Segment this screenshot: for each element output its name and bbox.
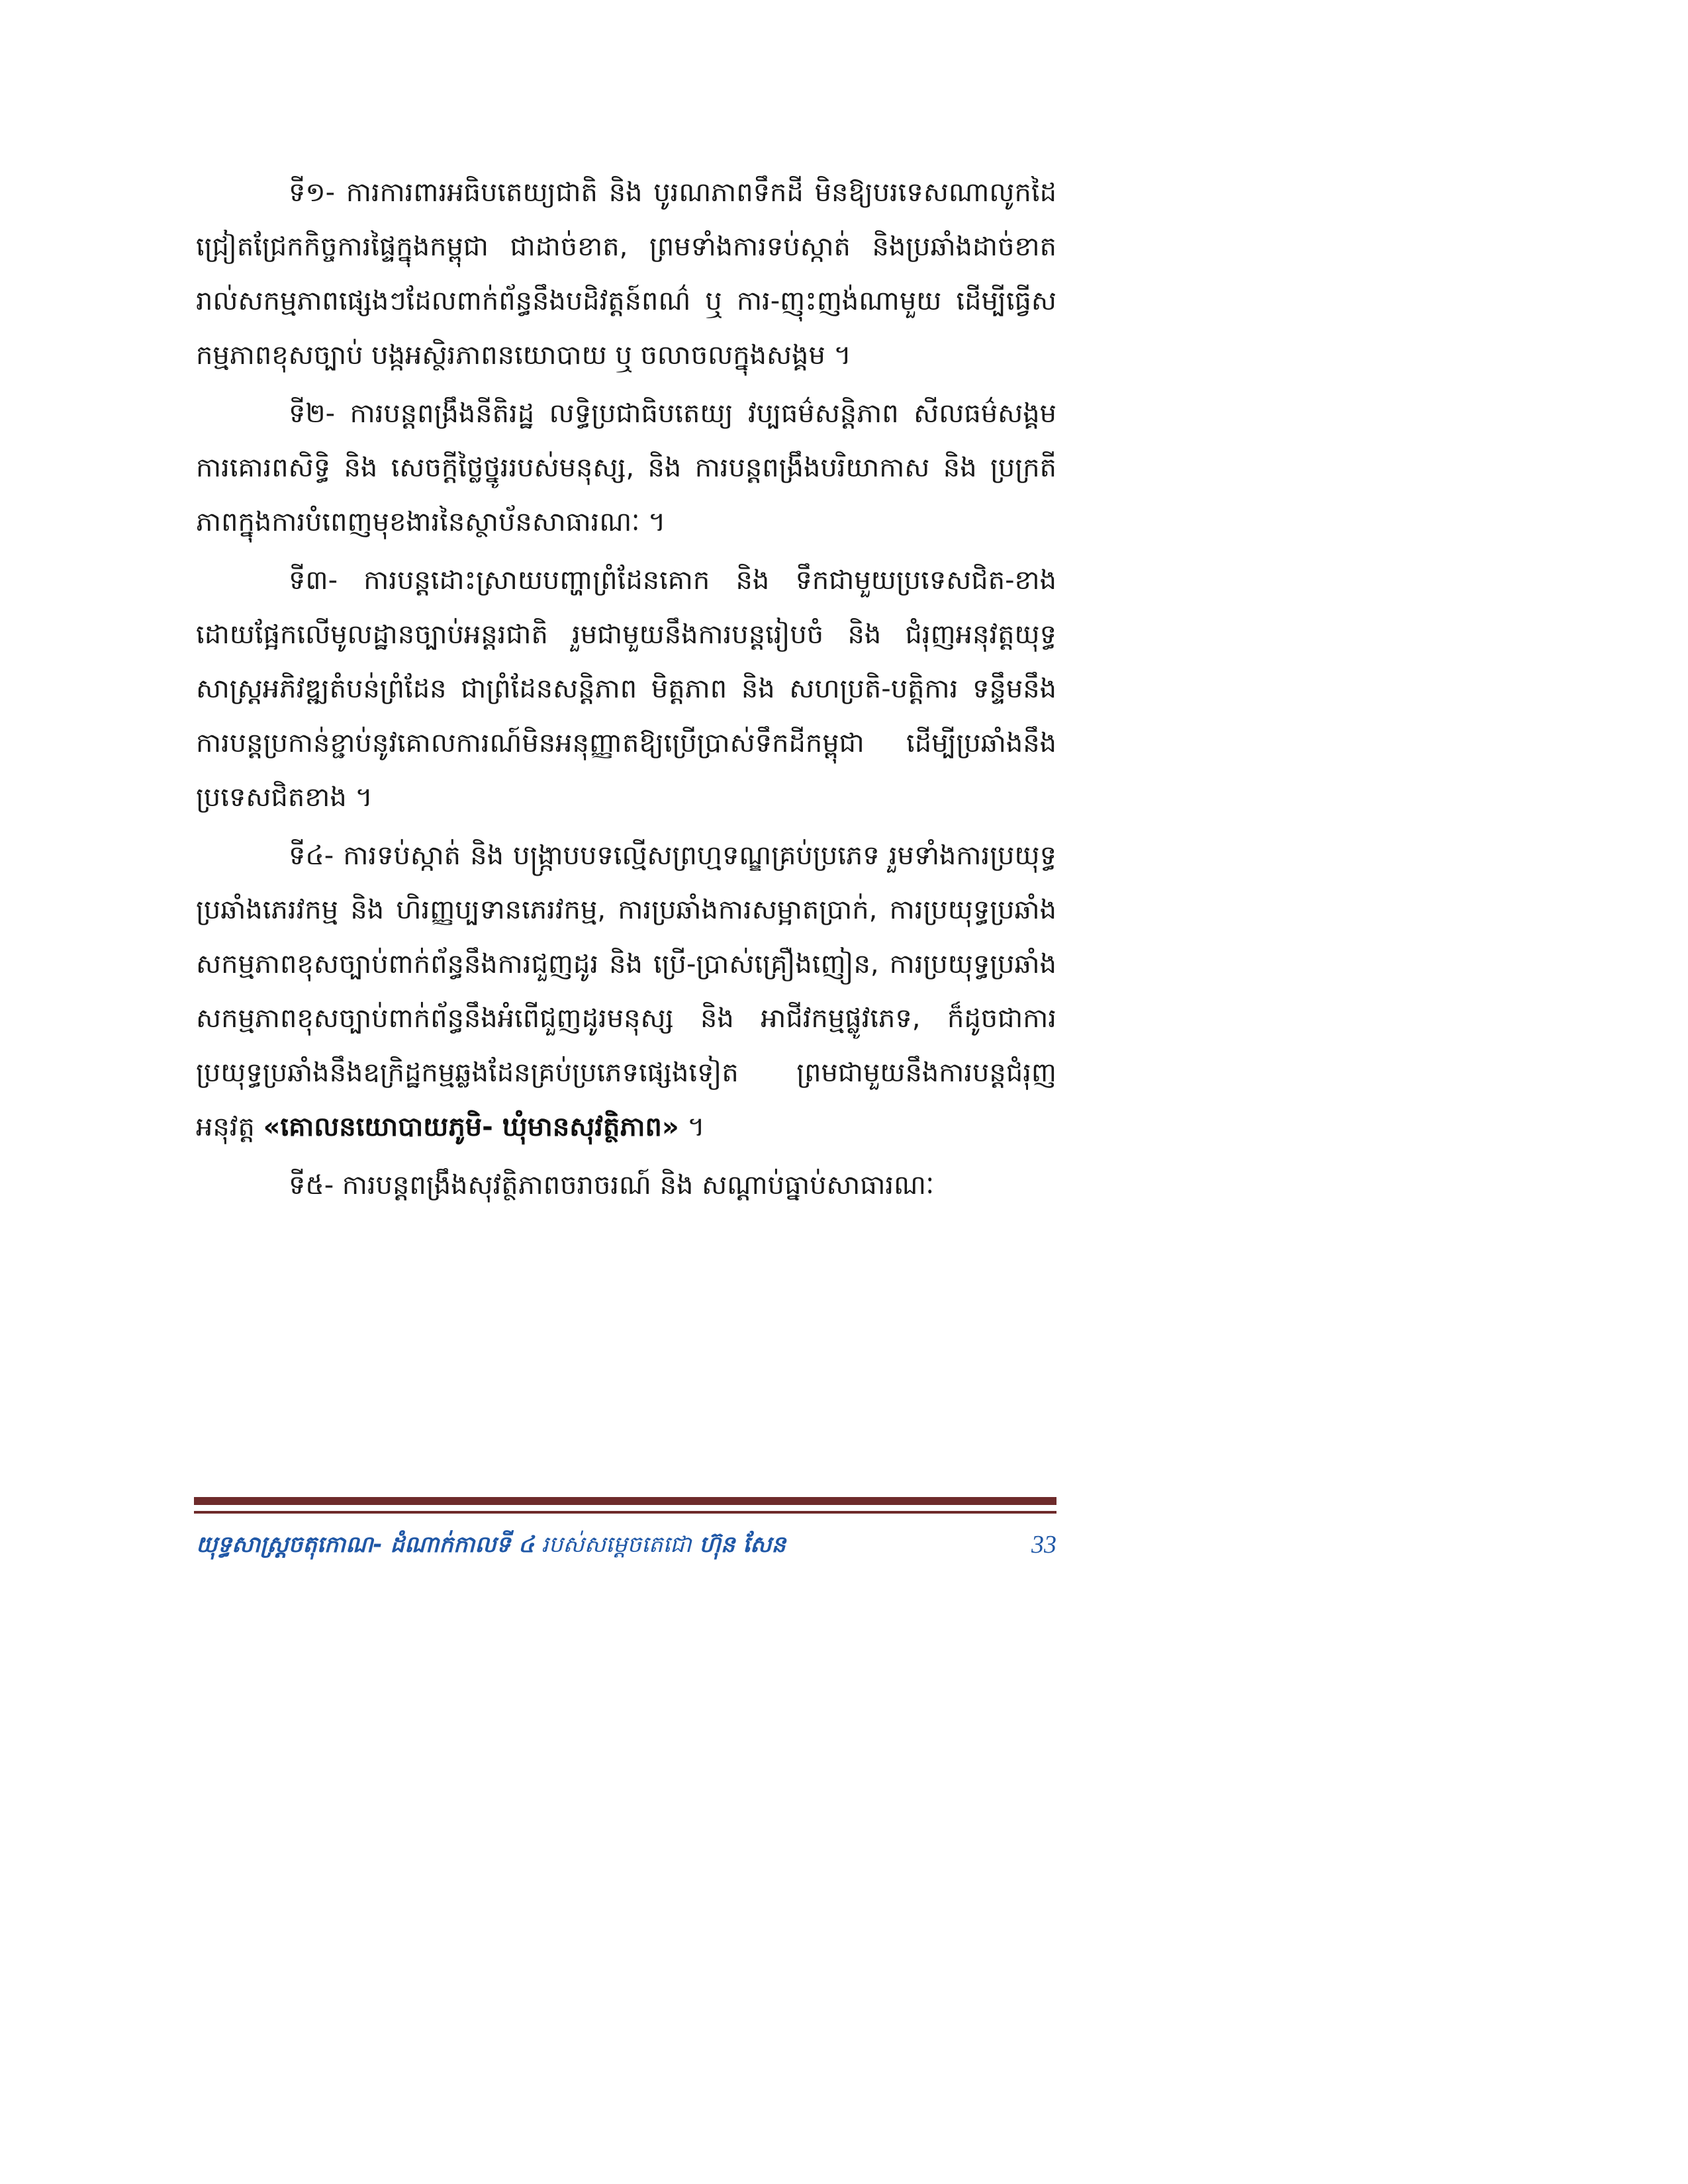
paragraph-4-tail: ។ — [679, 1112, 705, 1142]
body-text — [196, 165, 1056, 1443]
paragraph-5 — [196, 1158, 1056, 1212]
footer-title-plain: របស់សម្តេចតេជោ — [534, 1531, 692, 1558]
paragraph-1-text: ទី១- ការការពារអធិបតេយ្យជាតិ និង បូរណភាពទឹកដី មិនឱ្យបរទេសណាលូកដៃជ្រៀតជ្រែកកិច្ចការផ្ទៃក្នុងកម្ពុជា ជាដាច់ខាត, ព្រមទាំងការទប់ស្កាត់ និងប្រឆាំងដាច់ខាត រាល់សកម្មភាពផ្សេងៗដែលពាក់ព័ន្ធនឹងបដិវត្តន៍ពណ៌ ឬ ការ-ញុះញង់ណាមួយ ដើម្បីធ្វើសកម្មភាពខុសច្បាប់ បង្កអស្ថិរភាពនយោបាយ ឬ ចលាចលក្នុងសង្គម ។ — [196, 177, 1056, 371]
footer-rule-thin — [194, 1511, 1056, 1514]
paragraph-1 — [196, 165, 1056, 383]
paragraph-4-bold-term: «គោលនយោបាយភូមិ- ឃុំមានសុវត្ថិភាព» — [263, 1112, 679, 1142]
footer-title-name: ហ៊ុន សែន — [691, 1531, 786, 1558]
footer-title-bold: យុទ្ធសាស្រ្តចតុកោណ- ដំណាក់កាលទី ៤ — [196, 1531, 535, 1558]
paragraph-3-text: ទី៣- ការបន្តដោះស្រាយបញ្ហាព្រំដែនគោក និង ទឹកជាមួយប្រទេសជិត-ខាង ដោយផ្អែកលើមូលដ្ឋានច្បាប់អន្តរជាតិ រួមជាមួយនឹងការបន្តរៀបចំ និង ជំរុញអនុវត្តយុទ្ធសាស្រ្តអភិវឌ្ឍតំបន់ព្រំដែន ជាព្រំដែនសន្តិភាព មិត្តភាព និង សហប្រតិ-បត្តិការ ទន្ទឹមនឹងការបន្តប្រកាន់ខ្ជាប់នូវគោលការណ៍មិនអនុញ្ញាតឱ្យប្រើប្រាស់ទឹកដីកម្ពុជា ដើម្បីប្រឆាំងនឹងប្រទេសជិតខាង ។ — [196, 565, 1056, 813]
paragraph-5-text: ទី៥- ការបន្តពង្រឹងសុវត្ថិភាពចរាចរណ៍ និង សណ្តាប់ធ្នាប់សាធារណៈ — [289, 1170, 935, 1201]
paragraph-3 — [196, 553, 1056, 825]
paragraph-2 — [196, 387, 1056, 549]
page-number: 33 — [1031, 1531, 1056, 1559]
footer-rule-thick — [194, 1497, 1056, 1505]
paragraph-4 — [196, 829, 1056, 1154]
paragraph-4-text: ទី៤- ការទប់ស្កាត់ និង បង្រ្កាបបទល្មើសព្រហ្មទណ្ឌគ្រប់ប្រភេទ រួមទាំងការប្រយុទ្ធប្រឆាំងភេរវកម្ម និង ហិរញ្ញប្បទានភេរវកម្ម, ការប្រឆាំងការសម្អាតប្រាក់, ការប្រយុទ្ធប្រឆាំងសកម្មភាពខុសច្បាប់ពាក់ព័ន្ធនឹងការជួញដូរ និង ប្រើ-ប្រាស់គ្រឿងញៀន, ការប្រយុទ្ធប្រឆាំងសកម្មភាពខុសច្បាប់ពាក់ព័ន្ធនឹងអំពើជួញដូរមនុស្ស និង អាជីវកម្មផ្លូវភេទ, ក៏ដូចជាការប្រយុទ្ធប្រឆាំងនឹងឧក្រិដ្ឋកម្មឆ្លងដែនគ្រប់ប្រភេទផ្សេងទៀត ព្រមជាមួយនឹងការបន្តជំរុញអនុវត្ត — [196, 841, 1056, 1142]
paragraph-2-text: ទី២- ការបន្តពង្រឹងនីតិរដ្ឋ លទ្ធិប្រជាធិបតេយ្យ វប្បធម៌សន្តិភាព សីលធម៌សង្គម ការគោរពសិទ្ធិ និង សេចក្តីថ្លៃថ្នូររបស់មនុស្ស, និង ការបន្តពង្រឹងបរិយាកាស និង ប្រក្រតីភាពក្នុងការបំពេញមុខងារនៃស្ថាប័នសាធារណៈ ។ — [196, 398, 1056, 537]
footer-title — [196, 1526, 924, 1563]
